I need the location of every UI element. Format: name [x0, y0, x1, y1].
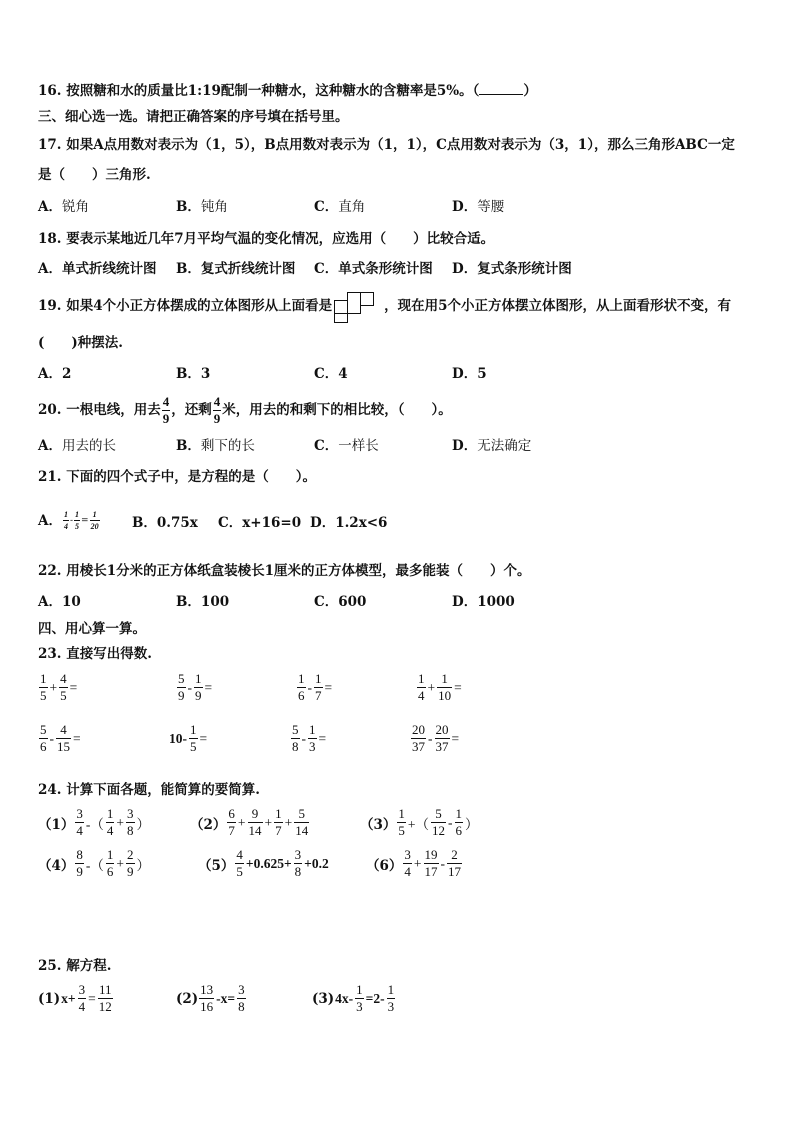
- fraction: $\frac{4}{9}$: [213, 394, 221, 426]
- expression: 10- $\frac{1}{5}$ =: [169, 722, 208, 754]
- question-24: 24. 计算下面各题，能简算的要简算.: [38, 782, 260, 798]
- equation: (2) $\frac{13}{16}$ -x= $\frac{3}{8}$: [176, 982, 245, 1014]
- question-text: 如果A点用数对表示为（1，5），B点用数对表示为（1，1），C点用数对表示为（3，1），那么三角形ABC一定: [66, 137, 735, 153]
- expression: （1） $\frac{3}{4}$ -（ $\frac{1}{4}$ + $\frac{3}{8}$ ）: [38, 806, 151, 838]
- expression: （2） $\frac{6}{7}$ + $\frac{9}{14}$ + $\frac{1}{7}$ + $\frac{5}{14}$: [190, 806, 309, 838]
- option-c[interactable]: C．单式条形统计图: [314, 261, 433, 277]
- question-number: 18.: [38, 231, 62, 247]
- question-number: 25.: [38, 958, 62, 974]
- question-19-line2: ( )种摆法.: [38, 335, 123, 351]
- question-text: 按照糖和水的质量比1:19配制一种糖水，这种糖水的含糖率是5%。（: [66, 83, 480, 99]
- option-c[interactable]: C．直角: [314, 199, 366, 215]
- equation: (1) x+ $\frac{3}{4}$ = $\frac{11}{12}$: [38, 982, 112, 1014]
- option-d[interactable]: D．等腰: [452, 199, 505, 215]
- option-b[interactable]: B．钝角: [176, 199, 228, 215]
- question-number: 22.: [38, 563, 62, 579]
- question-21: 21. 下面的四个式子中，是方程的是（ ）。: [38, 469, 316, 485]
- question-number: 19.: [38, 298, 62, 314]
- option-d[interactable]: D．1.2x<6: [310, 515, 388, 531]
- question-number: 20.: [38, 402, 62, 418]
- option-a[interactable]: A．用去的长: [38, 438, 116, 454]
- option-b[interactable]: B．100: [176, 594, 230, 610]
- expression: $\frac{5}{6}$ - $\frac{4}{15}$ =: [40, 722, 81, 754]
- question-16: 16. 按照糖和水的质量比1:19配制一种糖水，这种糖水的含糖率是5%。（ ）: [38, 83, 537, 99]
- expression: $\frac{1}{5}$ + $\frac{4}{5}$ =: [40, 671, 78, 703]
- question-19: 19. 如果4个小正方体摆成的立体图形从上面看是 ，现在用5个小正方体摆立体图形，从上面看形状不变，有: [38, 290, 731, 322]
- expression: $\frac{20}{37}$ - $\frac{20}{37}$ =: [412, 722, 460, 754]
- question-number: 17.: [38, 137, 62, 153]
- fraction: $\frac{4}{9}$: [162, 394, 170, 426]
- question-20: 20. 一根电线，用去 $\frac{4}{9}$ ，还剩 $\frac{4}{9}$ 米，用去的和剩下的相比较，（ ）。: [38, 394, 452, 426]
- top-view-figure: [334, 292, 382, 322]
- question-17-line2: 是（ ）三角形.: [38, 167, 151, 183]
- question-number: 24.: [38, 782, 62, 798]
- section-heading-3: 三、细心选一选。请把正确答案的序号填在括号里。: [38, 109, 349, 125]
- expression: $\frac{1}{6}$ - $\frac{1}{7}$ =: [298, 671, 333, 703]
- option-a[interactable]: A．单式折线统计图: [38, 261, 157, 277]
- option-d[interactable]: D．1000: [452, 594, 515, 610]
- option-a[interactable]: A．锐角: [38, 199, 89, 215]
- question-17: [38, 136, 735, 154]
- option-c[interactable]: C．x+16=0: [218, 515, 302, 531]
- expression: $\frac{1}{4}$ + $\frac{1}{10}$ =: [418, 671, 462, 703]
- section-heading-4: 四、用心算一算。: [38, 621, 146, 637]
- question-22: 22. 用棱长1分米的正方体纸盒装棱长1厘米的正方体模型，最多能装（ ）个。: [38, 563, 531, 579]
- expression: （4） $\frac{8}{9}$ -（ $\frac{1}{6}$ + $\frac{2}{9}$ ）: [38, 847, 151, 879]
- expression: $\frac{5}{8}$ - $\frac{1}{3}$ =: [292, 722, 327, 754]
- option-d[interactable]: D．无法确定: [452, 438, 532, 454]
- option-c[interactable]: C．4: [314, 366, 348, 382]
- question-25: 25. 解方程.: [38, 958, 112, 974]
- expression: （6） $\frac{3}{4}$ + $\frac{19}{17}$ - $\frac{2}{17}$: [366, 847, 462, 879]
- equation: (3) 4x- $\frac{1}{3}$ =2- $\frac{1}{3}$: [312, 982, 395, 1014]
- option-a[interactable]: A． $\frac{1}{4}$ - $\frac{1}{5}$ = $\frac{1}{20}$: [38, 510, 99, 531]
- expression: （5） $\frac{4}{5}$ +0.625+ $\frac{3}{8}$ +0.2: [198, 847, 329, 879]
- option-b[interactable]: B．复式折线统计图: [176, 261, 296, 277]
- question-number: 21.: [38, 469, 62, 485]
- expression: （3） $\frac{1}{5}$ +（ $\frac{5}{12}$ - $\frac{1}{6}$ ）: [360, 806, 479, 838]
- option-b[interactable]: B．3: [176, 366, 211, 382]
- expression: $\frac{5}{9}$ - $\frac{1}{9}$ =: [178, 671, 213, 703]
- question-23: 23. 直接写出得数.: [38, 646, 152, 662]
- answer-blank[interactable]: [479, 82, 523, 95]
- option-c[interactable]: C．一样长: [314, 438, 379, 454]
- option-b[interactable]: B．剩下的长: [176, 438, 255, 454]
- question-number: 23.: [38, 646, 62, 662]
- option-a[interactable]: A．10: [38, 594, 81, 610]
- question-number: 16.: [38, 83, 62, 99]
- question-text: 要表示某地近几年7月平均气温的变化情况，应选用（ ）比较合适。: [66, 231, 495, 247]
- option-b[interactable]: B．0.75x: [132, 515, 198, 531]
- question-18: [38, 230, 494, 248]
- option-d[interactable]: D．5: [452, 366, 487, 382]
- option-d[interactable]: D．复式条形统计图: [452, 261, 572, 277]
- option-a[interactable]: A．2: [38, 366, 72, 382]
- option-c[interactable]: C．600: [314, 594, 367, 610]
